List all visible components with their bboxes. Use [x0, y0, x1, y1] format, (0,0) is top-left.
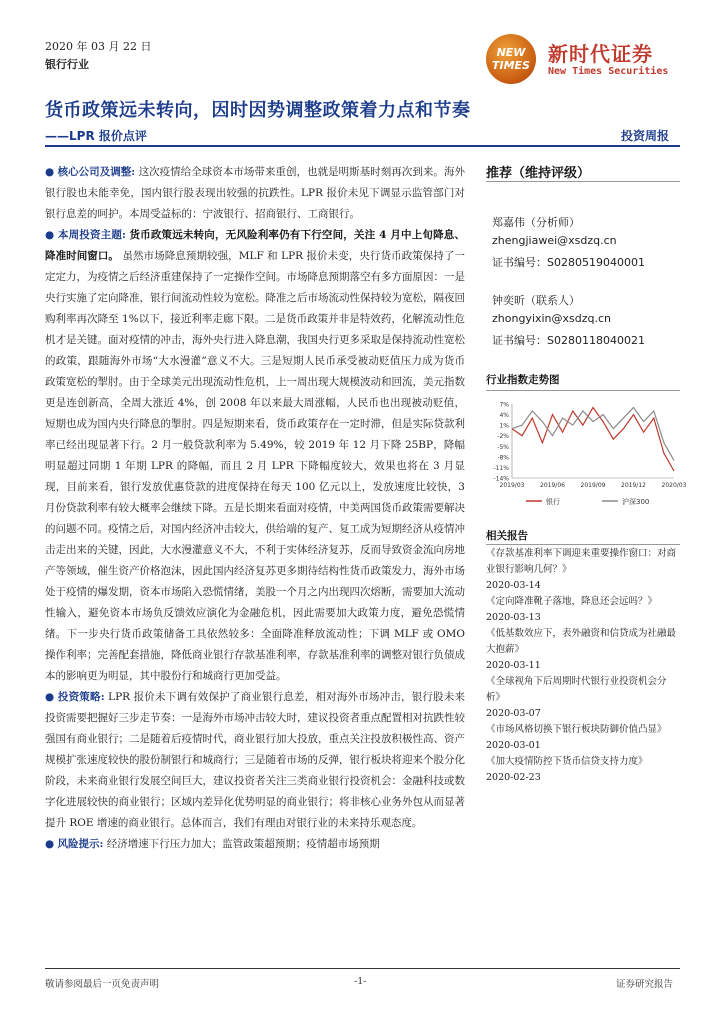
related-report-title: 《低基数效应下，表外融资和信贷成为社融最大抱薪》 — [486, 628, 677, 655]
section-risk — [45, 834, 465, 855]
footer-label: 证券研究报告 — [616, 979, 674, 990]
legend-label: 银行 — [546, 498, 560, 506]
analyst-2-email[interactable]: zhongyixin@xsdzq.cn — [492, 312, 612, 325]
section-text: 经济增速下行压力加大；监管政策超预期；疫情超市场预期 — [106, 838, 380, 850]
industry-index-chart — [486, 398, 687, 516]
x-tick-label: 2020/03 — [661, 482, 687, 489]
header-divider — [45, 145, 680, 147]
section-label: 本周投资主题: — [57, 229, 126, 241]
related-report-title: 《存款基准利率下调迎来重要操作窗口：对商业银行影响几何？》 — [486, 548, 677, 575]
page-title: 货币政策远未转向，因时因势调整政策着力点和节奏 — [45, 100, 471, 121]
y-tick-label: -5% — [497, 443, 509, 451]
x-tick-label: 2019/09 — [580, 482, 606, 489]
series-line-csi300 — [512, 408, 674, 461]
section-text: 这次疫情给全球资本市场带来重创，也就是明斯基时刻再次到来。海外银行股也未能幸免，国内银行股表现出较强的抗跌性。LPR 报价未见下调显示监管部门对银行息差的呵护。本周受益标的：宁波银行、招商银行、工商银行。 — [45, 166, 465, 220]
logo-name-en: New Times Securities — [548, 66, 669, 77]
y-tick-label: -14% — [493, 475, 509, 483]
bullet-icon: ● — [45, 229, 55, 241]
related-report-item[interactable] — [486, 674, 680, 722]
related-report-item[interactable] — [486, 754, 680, 786]
related-report-title: 《市场风格切换下银行板块防御价值凸显》 — [486, 724, 667, 735]
related-report-date: 2020-03-13 — [486, 612, 541, 623]
logo-badge-line2: TIMES — [492, 59, 530, 72]
section-strategy — [45, 687, 465, 834]
related-report-title: 《全球视角下后周期时代银行业投资机会分析》 — [486, 676, 667, 703]
x-tick-label: 2019/03 — [499, 482, 525, 489]
analyst-2-cert: 证书编号：S0280118040021 — [492, 334, 645, 347]
x-tick-label: 2019/06 — [540, 482, 565, 489]
y-tick-label: -2% — [497, 433, 509, 441]
chart-section-title: 行业指数走势图 — [486, 374, 560, 386]
related-report-item[interactable] — [486, 546, 680, 594]
y-tick-label: -11% — [493, 464, 509, 472]
related-report-date: 2020-03-01 — [486, 740, 541, 751]
series-line-bank — [512, 408, 674, 472]
related-report-date: 2020-03-11 — [486, 660, 541, 671]
related-report-date: 2020-02-23 — [486, 772, 541, 783]
related-report-date: 2020-03-07 — [486, 708, 541, 719]
y-tick-label: 7% — [499, 401, 509, 409]
chart-section-divider — [486, 390, 680, 391]
analyst-2-name: 钟奕昕（联系人） — [492, 294, 580, 307]
industry-label: 银行行业 — [45, 58, 89, 71]
logo-name-cn: 新时代证券 — [548, 42, 653, 66]
bullet-icon: ● — [45, 691, 55, 703]
analyst-1-cert: 证书编号：S0280519040001 — [492, 256, 645, 269]
section-label: 投资策略: — [57, 691, 105, 703]
section-text: 虽然市场降息预期较强，MLF 和 LPR 报价未变，央行货币政策保持了一定定力，为疫情之后经济重建保持了一定操作空间。市场降息预期落空有多方面原因：一是央行实施了定向降准，银行间流动性较为宽松。降准之后市场流动性保持较为宽松，隔夜回购利率再次降至 1%以下，接近利率走廊下限。二是货币政策并非是特效药，化解流动性危机才是关键。面对疫情的冲击，海外央行进入降息潮，我国央行更多采取是保持流动性宽松的政策，跟随海外市场“大水漫灌”意义不大。三是短期人民币承受被动贬值压力成为货币政策宽松的掣肘。由于全球美元出现流动性危机，上一周出现大规模波动和回流，美元指数更是连创新高，全周大涨近 4%，创 2008 年以来最大周涨幅，人民币也出现被动贬值，短期也成为国内央行降息的掣肘。四是短期来看，货币政策存在一定时滞，但是实际贷款利率已经出现显著下行。2 月一般贷款利率为 5.49%，较 2019 年 12 月下降 25BP，降幅明显超过同期 1 年期 LPR 的降幅，而且 2 月 LPR 下降幅度较大，效果也将在 3 月显现，目前来看，银行发放优惠贷款的进度保持在每天 100 亿元以上，发放速度比较快，3 月份贷款利率有较大概率会继续下降。五是长期来看面对疫情，中美两国货币政策需要解决的问题不同。疫情之后，对国内经济冲击较大，供给端的复产、复工成为短期经济从疫情冲击走出来的关键，因此，大水漫灌意义不大，不利于实体经济复苏，反而导致资金流向房地产等领域，催生资产价格泡沫，因此国内经济复苏更多期待结构性货币政策发力，海外市场处于疫情的爆发期，资本市场陷入恐慌情绪，美股一个月之内出现四次熔断，需要加大流动性输入，避免资本市场负反馈效应演化为金融危机，因此需要加大政策力度，避免恐慌情绪。下一步央行货币政策储备工具依然较多：全面降准释放流动性；下调 MLF 或 OMO 操作利率；完善配套措施，降低商业银行存款基准利率，存款基准利率的调整对银行负债成本的影响更为明显，其中股份行和城商行更加受益。 — [45, 250, 466, 682]
related-reports-list — [486, 546, 680, 786]
sidebar-divider — [486, 181, 680, 182]
page-number: -1- — [354, 976, 367, 987]
bullet-icon: ● — [45, 166, 55, 178]
related-report-title: 《加大疫情防控下货币信贷支持力度》 — [486, 756, 648, 767]
related-report-item[interactable] — [486, 722, 680, 754]
y-tick-label: 1% — [499, 422, 509, 430]
footer-disclaimer[interactable]: 敬请参阅最后一页免责声明 — [45, 979, 160, 990]
analyst-1-email[interactable]: zhengjiawei@xsdzq.cn — [492, 234, 617, 247]
new-times-logo-badge — [486, 34, 536, 84]
section-theme — [45, 225, 465, 687]
related-reports-divider — [486, 544, 680, 545]
x-tick-label: 2019/12 — [621, 482, 646, 489]
related-reports-title: 相关报告 — [486, 530, 528, 542]
section-core-companies — [45, 162, 465, 225]
related-report-title: 《定向降准靴子落地，降息还会远吗？》 — [486, 596, 658, 607]
report-type: 投资周报 — [621, 129, 670, 143]
analyst-1-name: 郑嘉伟（分析师） — [492, 216, 580, 229]
related-report-item[interactable] — [486, 626, 680, 674]
rating-recommendation: 推荐（维持评级） — [486, 166, 591, 181]
section-label: 风险提示: — [57, 838, 104, 850]
legend-label: 沪深300 — [622, 498, 650, 506]
section-highlight: 货币政策远未转向，无风险利率仍有下行空间，关注 4 月中上旬降息、降准时间窗口。 — [45, 229, 465, 262]
section-label: 核心公司及调整: — [57, 166, 136, 178]
section-text: LPR 报价未下调有效保护了商业银行息差，相对海外市场冲击，银行股未来投资需要把握好三步走节奏：一是海外市场冲击较大时，建议投资者重点配置相对抗跌性较强国有商业银行；二是随着后疫情时代，商业银行加大投放，重点关注投放积极性高、资产规模扩张速度较快的股份制银行和城商行；三是随着市场的反弹，银行板块将迎来个股分化阶段，未来商业银行发展空间巨大，建议投资者关注三类商业银行投资机会：金融科技或数字化进展较快的商业银行；区域内差异化优势明显的商业银行；将非核心业务外包从而显著提升 ROE 增速的商业银行。总体而言，我们有理由对银行业的未来持乐观态度。 — [45, 691, 465, 829]
page-subtitle: ——LPR 报价点评 — [45, 129, 147, 143]
related-report-item[interactable] — [486, 594, 680, 626]
y-tick-label: -8% — [497, 454, 509, 462]
main-body — [45, 162, 465, 855]
footer-divider — [45, 968, 680, 969]
bullet-icon: ● — [45, 838, 55, 850]
related-report-date: 2020-03-14 — [486, 580, 541, 591]
report-date: 2020 年 03 月 22 日 — [45, 40, 152, 53]
y-tick-label: 4% — [499, 412, 509, 420]
logo-badge-line1: NEW — [496, 46, 526, 59]
